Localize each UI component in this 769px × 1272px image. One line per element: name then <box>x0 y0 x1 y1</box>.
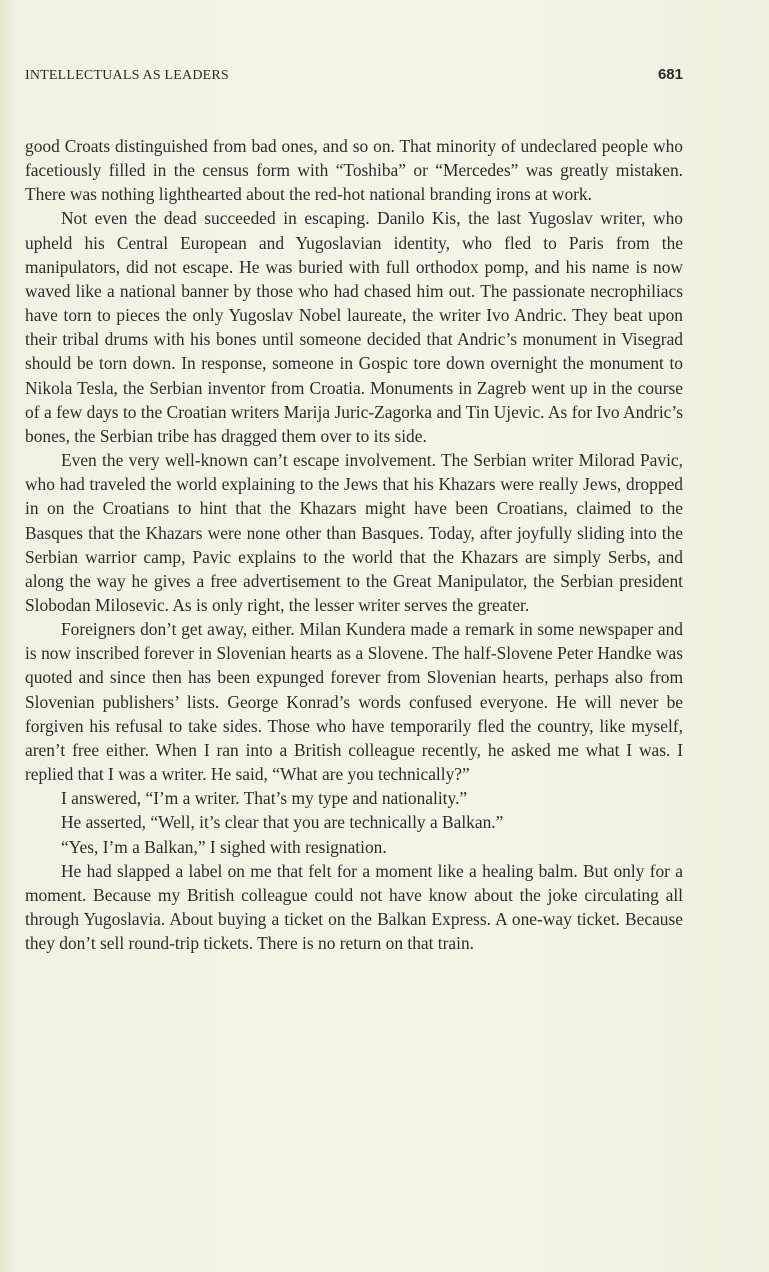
body-text <box>25 134 683 955</box>
paragraph-4: Foreigners don’t get away, either. Milan Kundera made a remark in some newspaper and is now inscribed forever in Slovenian hearts as a Slovene. The half-Slovene Peter Handke was quoted and since then has been expunged forever from Slovenian hearts, perhaps also from Slovenian publishers’ lists. George Konrad’s words confused everyone. He will never be forgiven his refusal to take sides. Those who have temporarily fled the country, like myself, aren’t free either. When I ran into a British colleague recently, he asked me what I was. I replied that I was a writer. He said, “What are you technically?” <box>25 619 683 785</box>
page-header <box>25 66 683 90</box>
paragraph-6: He asserted, “Well, it’s clear that you are technically a Balkan.” <box>61 812 504 833</box>
paragraph-2: Not even the dead succeeded in escaping. Danilo Kis, the last Yugoslav writer, who upheld his Central European and Yugoslavian identity, who fled to Paris from the manipulators, did not escape. He was buried with full orthodox pomp, and his name is now waved like a national banner by those who had chased him out. The passionate necrophiliacs have torn to pieces the only Yugoslav Nobel laureate, the writer Ivo Andric. They beat upon their tribal drums with his bones until someone decided that Andric’s monument in Visegrad should be torn down. In response, someone in Gospic tore down overnight the monument to Nikola Tesla, the Serbian inventor from Croatia. Monuments in Zagreb went up in the course of a few days to the Croatian writers Marija Juric-Zagorka and Tin Ujevic. As for Ivo Andric’s bones, the Serbian tribe has dragged them over to its side. <box>25 208 683 446</box>
paragraph-3: Even the very well-known can’t escape involvement. The Serbian writer Milorad Pavic, who had traveled the world explaining to the Jews that his Khazars were really Jews, dropped in on the Croatians to hint that the Khazars might have been Croatians, claimed to the Basques that the Khazars were none other than Basques. Today, after joyfully sliding into the Serbian warrior camp, Pavic explains to the world that the Khazars are simply Serbs, and along the way he gives a free advertisement to the Great Manipulator, the Serbian president Slobodan Milosevic. As is only right, the lesser writer serves the greater. <box>25 450 683 615</box>
paragraph-8: He had slapped a label on me that felt for a moment like a healing balm. But only for a moment. Because my British colleague could not have know about the joke circulating all through Yugoslavia. About buying a ticket on the Balkan Express. A one-way ticket. Because they don’t sell round-trip tickets. There is no return on that train. <box>25 860 683 954</box>
running-head: INTELLECTUALS AS LEADERS <box>25 68 229 83</box>
paragraph-1: good Croats distinguished from bad ones, and so on. That minority of undeclared people who facetiously filled in the census form with “Toshiba” or “Mercedes” was greatly mistaken. There was nothing lighthearted about the red-hot national branding irons at work. <box>25 136 683 205</box>
paragraph-7: “Yes, I’m a Balkan,” I sighed with resignation. <box>61 836 387 857</box>
paragraph-5: I answered, “I’m a writer. That’s my type and nationality.” <box>61 788 468 809</box>
page-number: 681 <box>657 66 683 83</box>
